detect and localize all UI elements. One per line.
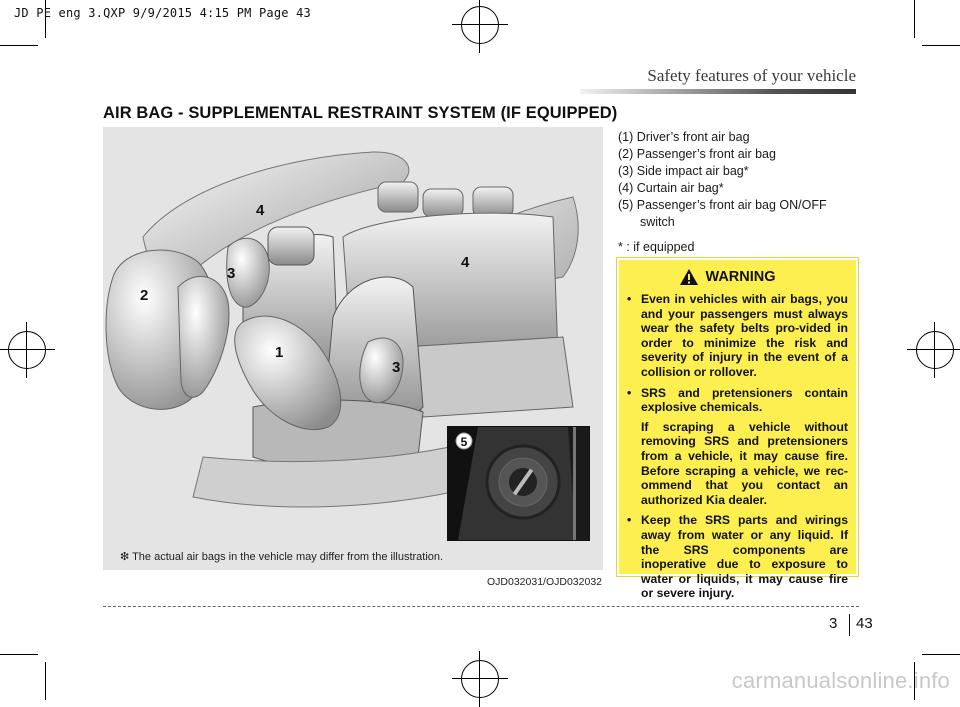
illustration-disclaimer: ❇ The actual air bags in the vehicle may differ from the illustration. bbox=[120, 551, 444, 563]
legend-item: (3) Side impact air bag* bbox=[618, 164, 749, 178]
airbag-switch-drawing bbox=[448, 427, 589, 540]
airbag-switch-inset bbox=[447, 426, 590, 541]
warning-box bbox=[617, 258, 858, 601]
warning-list bbox=[627, 292, 848, 601]
callout-3: 3 bbox=[227, 265, 236, 282]
callout-1: 1 bbox=[275, 344, 284, 361]
chapter-header-title: Safety features of your vehicle bbox=[647, 66, 856, 85]
warning-item bbox=[627, 386, 848, 508]
registration-mark bbox=[916, 331, 954, 369]
warning-text: Keep the SRS parts and wirings away from water or any liquid. If the SRS components are inoperative due to exposure to water or liquids, it may cause fire or severe injury. bbox=[641, 513, 848, 601]
crop-mark bbox=[45, 662, 46, 700]
airbag-legend bbox=[618, 129, 858, 256]
print-slug: JD PE eng 3.QXP 9/9/2015 4:15 PM Page 43 bbox=[14, 6, 311, 20]
registration-mark bbox=[461, 6, 499, 44]
section-title: AIR BAG - SUPPLEMENTAL RESTRAINT SYSTEM (IF EQUIPPED) bbox=[103, 104, 618, 122]
page-chapter: 3 bbox=[829, 615, 838, 632]
callout-3-second: 3 bbox=[392, 359, 401, 376]
registration-mark bbox=[8, 331, 46, 369]
callout-2: 2 bbox=[140, 287, 149, 304]
legend-item: (2) Passenger’s front air bag bbox=[618, 147, 776, 161]
legend-item: (4) Curtain air bag* bbox=[618, 181, 724, 195]
bullet: • bbox=[627, 513, 632, 528]
page-number: 43 bbox=[856, 615, 873, 632]
warning-triangle-icon bbox=[679, 268, 699, 286]
watermark: carmanualsonline.info bbox=[731, 668, 950, 693]
warning-header bbox=[607, 268, 848, 286]
warning-item bbox=[627, 292, 848, 380]
callout-5: 5 bbox=[460, 435, 468, 449]
page-separator bbox=[849, 614, 850, 636]
legend-item: (5) Passenger’s front air bag ON/OFF bbox=[618, 198, 827, 212]
bullet: • bbox=[627, 385, 632, 400]
warning-text: Even in vehicles with air bags, you and your passengers must always wear the safety belts pro-vided in order to minimize the risk and severity of injury in the event of a collision or rollover. bbox=[641, 292, 848, 379]
callout-4: 4 bbox=[256, 202, 265, 219]
bullet: • bbox=[627, 292, 632, 306]
legend-note: * : if equipped bbox=[618, 240, 695, 254]
warning-item bbox=[627, 513, 848, 601]
illustration-code: OJD032031/OJD032032 bbox=[487, 576, 602, 588]
legend-item-continuation: switch bbox=[640, 215, 675, 229]
callout-4-second: 4 bbox=[461, 254, 470, 271]
crop-mark bbox=[914, 0, 915, 38]
warning-text: If scraping a vehicle without removing SRS and pretensioners from a vehicle, it may cause fire. Before scraping a vehicle, we rec-ommend that you contact an authorized Kia dealer. bbox=[641, 419, 848, 507]
legend-item: (1) Driver’s front air bag bbox=[618, 130, 750, 144]
registration-mark bbox=[461, 660, 499, 698]
crop-mark bbox=[0, 654, 38, 655]
header-bar bbox=[580, 89, 856, 94]
warning-title: WARNING bbox=[705, 269, 776, 285]
warning-text: SRS and pretensioners contain explosive chemicals. bbox=[641, 385, 848, 415]
crop-mark bbox=[0, 45, 38, 46]
footer-divider bbox=[103, 606, 859, 607]
crop-mark bbox=[922, 654, 960, 655]
crop-mark bbox=[922, 45, 960, 46]
